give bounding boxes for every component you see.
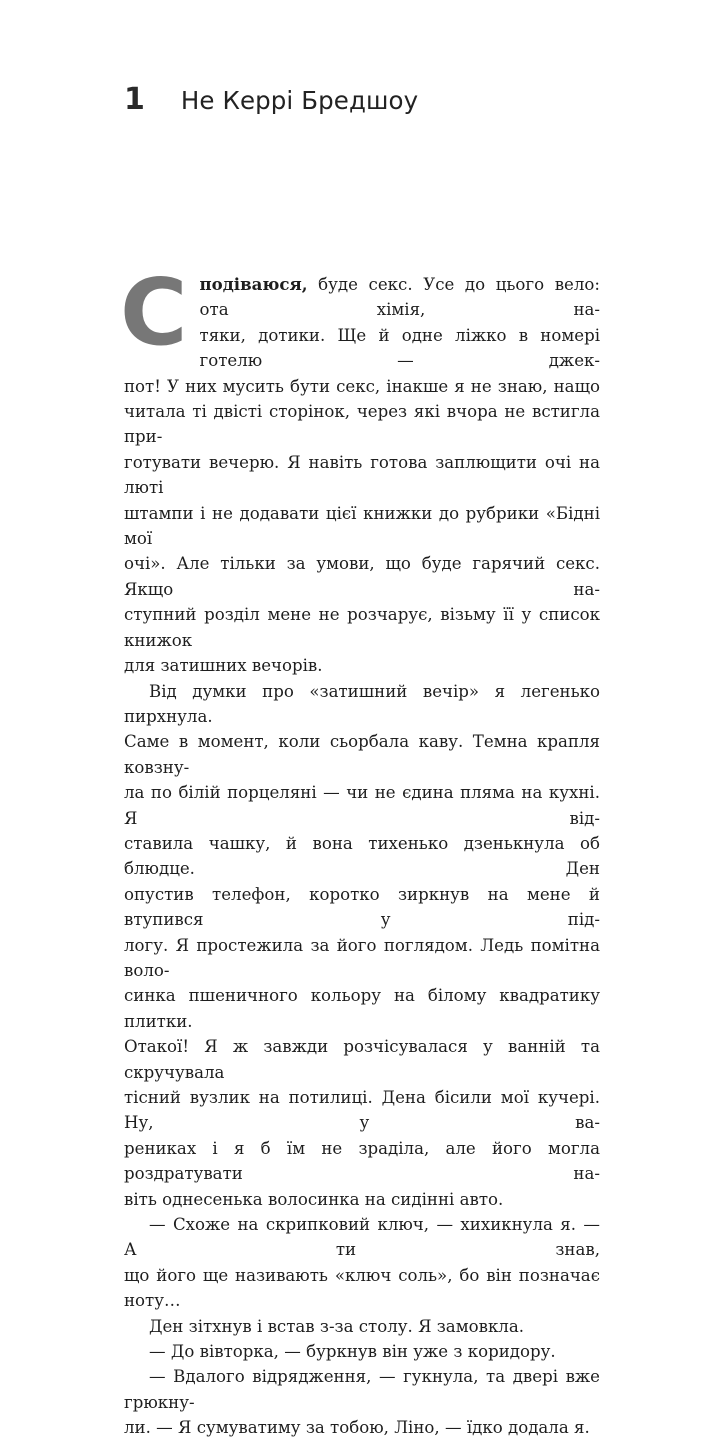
paragraph-line: Ден зітхнув і встав з-за столу. Я замовкла.: [149, 1316, 525, 1336]
opening-line: ступний розділ мене не розчарує, візьму її у список книжок: [124, 605, 600, 650]
opening-line: очі». Але тільки за умови, що буде гарячий секс. Якщо на-: [124, 554, 600, 599]
chapter-body: [120, 259, 600, 1441]
opening-line: штампи і не додавати цієї книжки до рубрики «Бідні мої: [124, 503, 600, 549]
paragraph-line: ла по білій порцеляні — чи не єдина пляма на кухні. Я від-: [124, 783, 600, 828]
paragraph-line: ставила чашку, й вона тихенько дзенькнула об блюдце. Ден: [124, 833, 600, 879]
opening-line: тяки, дотики. Ще й одне ліжко в номері готелю — джек-: [199, 325, 600, 371]
dialogue-line: — Схоже на скрипковий ключ, — хихикнула я. — А ти знав,: [124, 1215, 600, 1260]
paragraph-line: логу. Я простежила за його поглядом. Ледь помітна воло-: [124, 935, 600, 980]
chapter-title: Не Керрі Бредшоу: [180, 86, 419, 115]
opening-line: готувати вечерю. Я навіть готова заплющити очі на люті: [124, 452, 600, 498]
lead-word: подіваюся,: [199, 274, 308, 294]
opening-line: подіваюся, буде секс. Усе до цього вело: ота хімія, на-: [199, 274, 600, 320]
chapter-heading: [124, 82, 418, 126]
paragraph-line: віть однесенька волосинка на сидінні авто.: [124, 1189, 504, 1209]
paragraph-line: синка пшеничного кольору на білому квадратику плитки.: [124, 986, 600, 1031]
dialogue-line: — Вдалого відрядження, — гукнула, та двері вже грюкну-: [124, 1367, 600, 1412]
drop-cap: С: [120, 259, 188, 366]
opening-line: пот! У них мусить бути секс, інакше я не знаю, нащо: [124, 376, 600, 396]
chapter-number: 1: [124, 82, 145, 117]
paragraph-line: Саме в момент, коли сьорбала каву. Темна крапля ковзну-: [124, 732, 600, 777]
opening-line: читала ті двісті сторінок, через які вчора не встигла при-: [124, 402, 600, 447]
paragraph-line: Від думки про «затишний вечір» я легенько пирхнула.: [124, 681, 600, 726]
opening-line: для затишних вечорів.: [124, 656, 323, 676]
paragraph-line: опустив телефон, коротко зиркнув на мене й втупився у під-: [124, 884, 600, 930]
paragraph-line: тісний вузлик на потилиці. Дена бісили мої кучері. Ну, у ва-: [124, 1088, 600, 1133]
dialogue-line: що його ще називають «ключ соль», бо він позначає ноту…: [124, 1265, 600, 1311]
paragraph-line: Отакої! Я ж завжди розчісувалася у ванній та скручувала: [124, 1037, 600, 1082]
paragraph-line: рениках і я б їм не зраділа, але його могла роздратувати на-: [124, 1138, 600, 1184]
dialogue-line: — До вівторка, — буркнув він уже з коридору.: [149, 1342, 556, 1362]
dialogue-line: ли. — Я сумуватиму за тобою, Ліно, — їдко додала я.: [124, 1418, 590, 1438]
